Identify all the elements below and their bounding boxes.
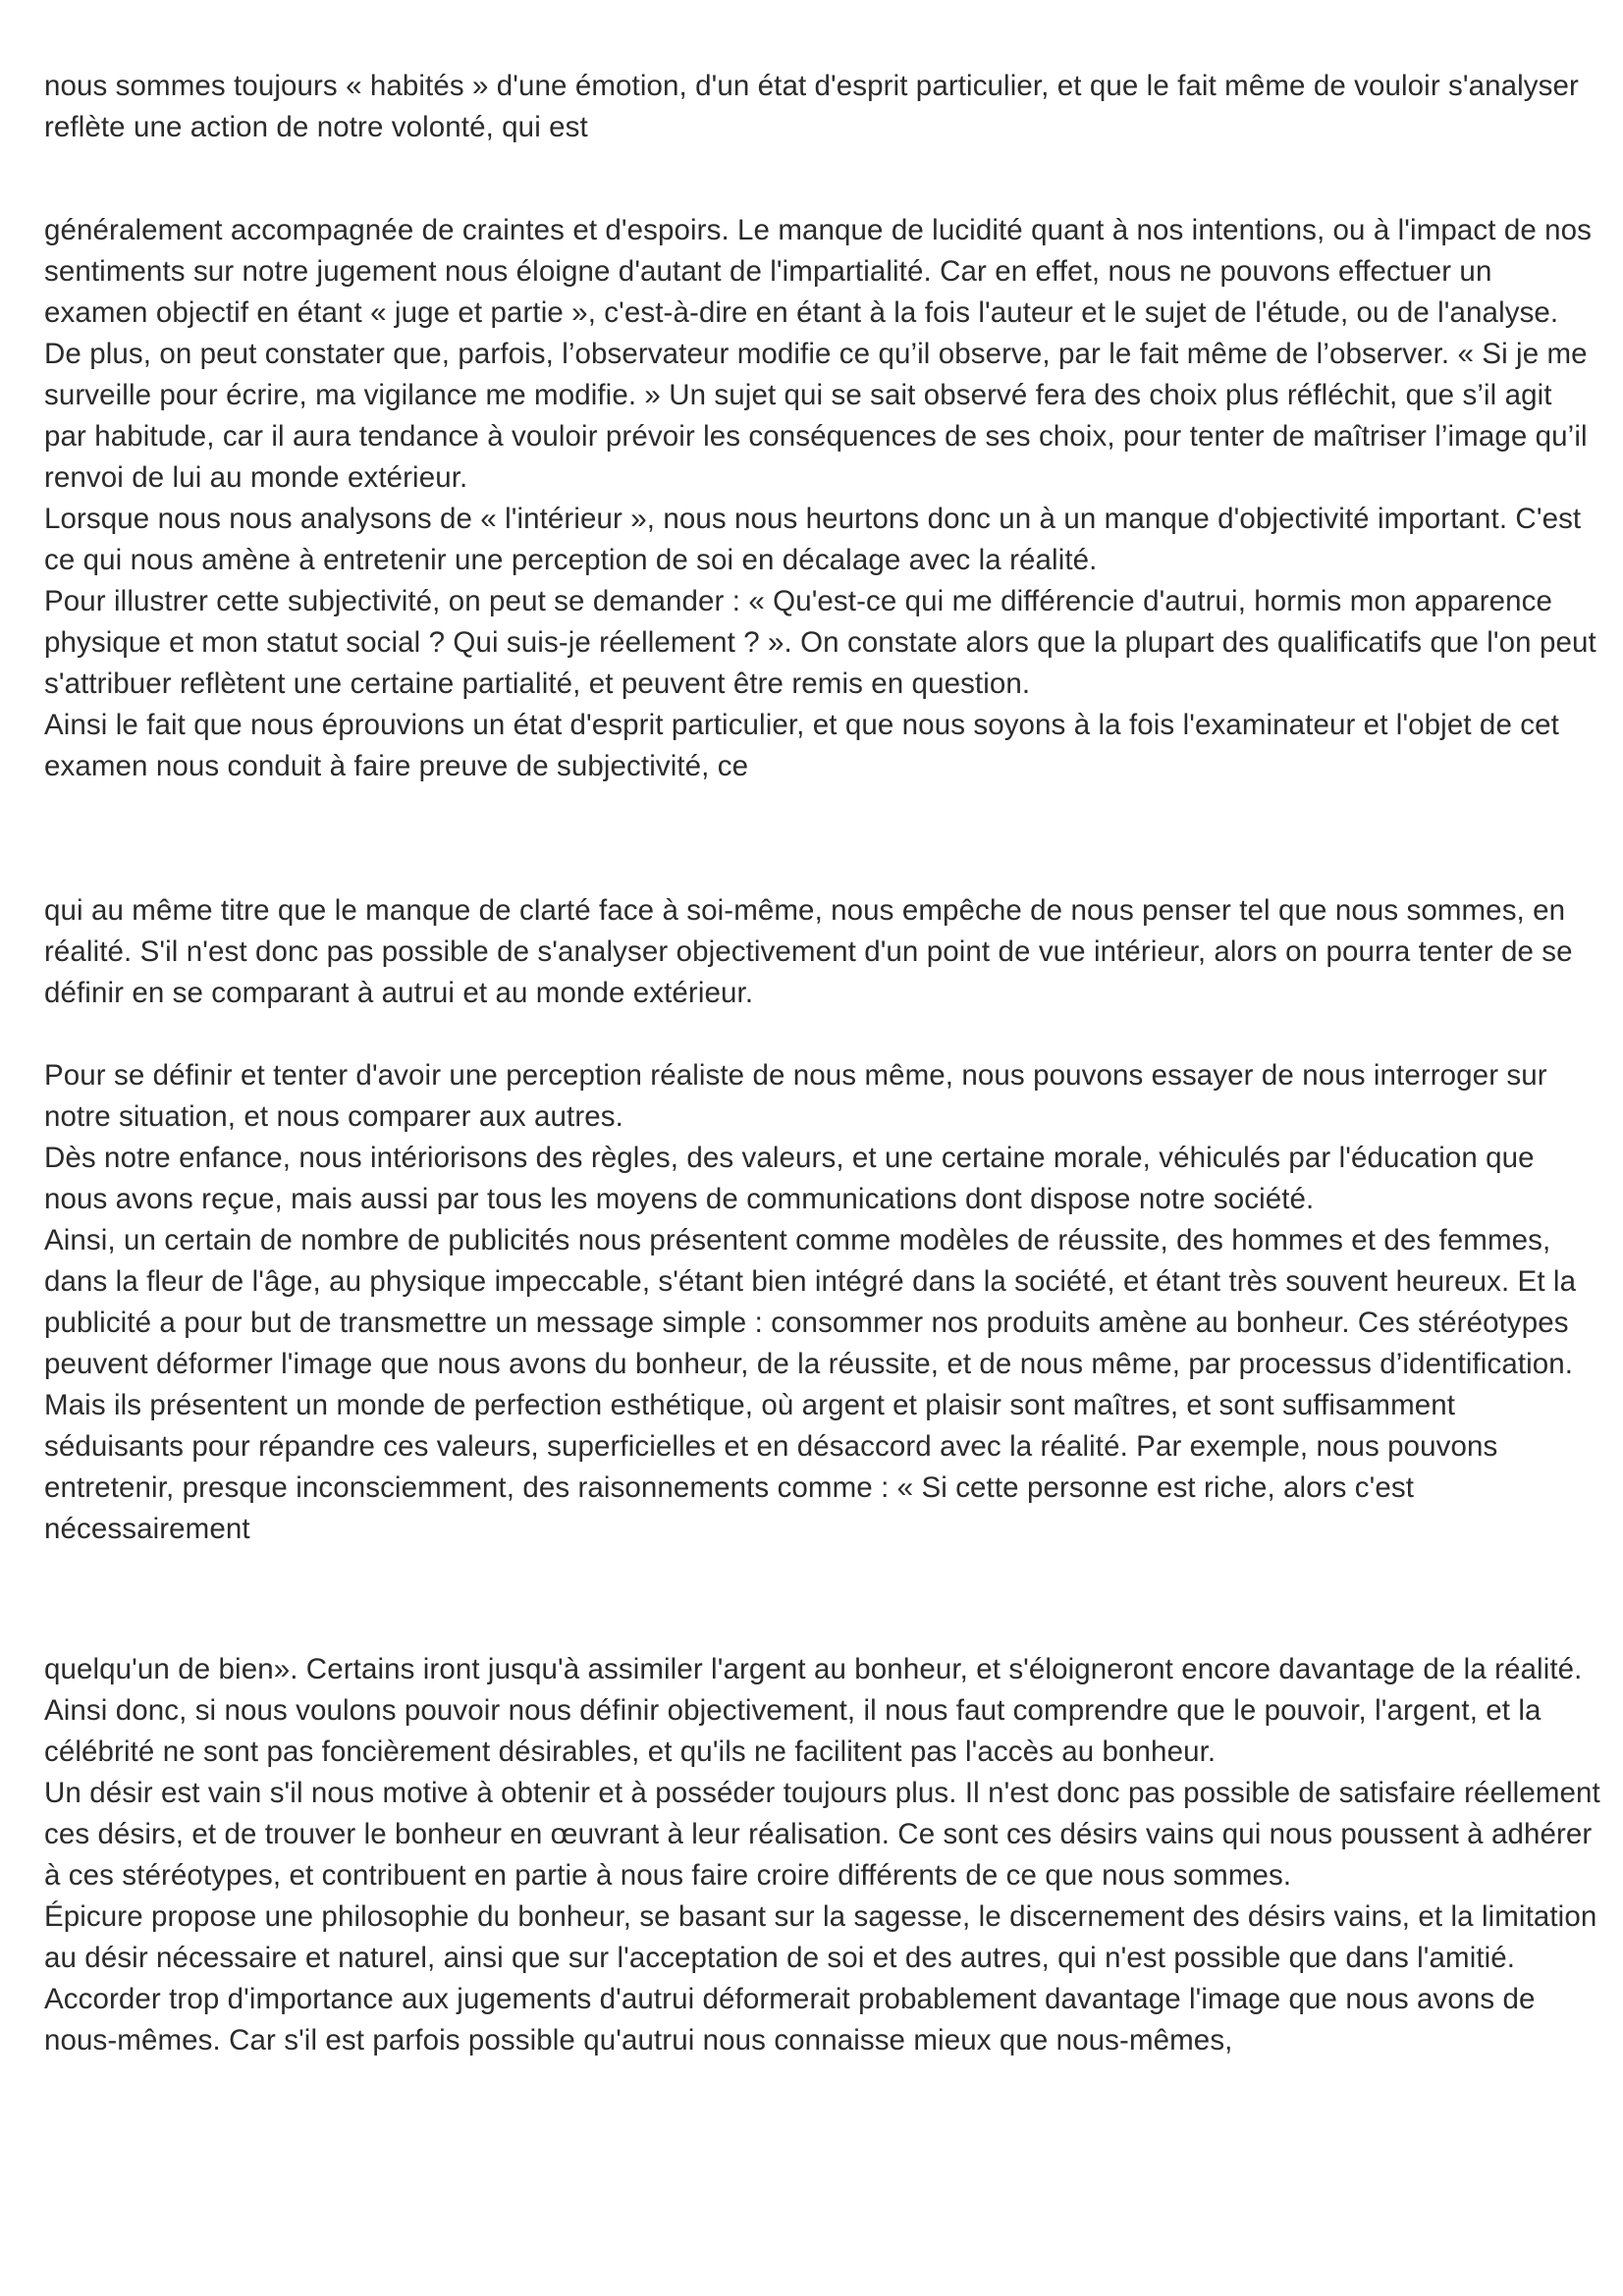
paragraph: Accorder trop d'importance aux jugements d'autrui déformerait probablement davantage l'image que nous avons de nous-mêmes. Car s'il est parfois possible qu'autrui nous connaisse mieux que nous-mêmes, <box>44 1983 1536 2056</box>
paragraph: nous sommes toujours « habités » d'une émotion, d'un état d'esprit particulier, et que le fait même de vouloir s'analyser reflète une action de notre volonté, qui est <box>44 70 1579 143</box>
text-block-4 <box>44 1055 1600 1550</box>
paragraph: Un désir est vain s'il nous motive à obtenir et à posséder toujours plus. Il n'est donc pas possible de satisfaire réellement ces désirs, et de trouver le bonheur en œuvrant à leur réalisation. Ce sont ces désirs vains qui nous poussent à adhérer à ces stéréotypes, et contribuent en partie à nous faire croire différents de ce que nous sommes. <box>44 1777 1600 1892</box>
paragraph: Lorsque nous nous analysons de « l'intérieur », nous nous heurtons donc un à un manque d'objectivité important. C'est ce qui nous amène à entretenir une perception de soi en décalage avec la réalité. <box>44 503 1582 576</box>
text-block-1 <box>44 66 1600 148</box>
paragraph: Épicure propose une philosophie du bonheur, se basant sur la sagesse, le discernement des désirs vains, et la limitation au désir nécessaire et naturel, ainsi que sur l'acceptation de soi et des autres, qui n'est possible que dans l'amitié. <box>44 1900 1597 1974</box>
text-block-5 <box>44 1649 1600 2061</box>
paragraph: Pour se définir et tenter d'avoir une perception réaliste de nous même, nous pouvons essayer de nous interroger sur notre situation, et nous comparer aux autres. <box>44 1059 1547 1133</box>
text-block-2 <box>44 210 1600 787</box>
paragraph: Pour illustrer cette subjectivité, on peut se demander : « Qu'est-ce qui me différencie d'autrui, hormis mon apparence physique et mon statut social ? Qui suis-je réellement ? ». On constate alors que la plupart des qualificatifs que l'on peut s'attribuer reflètent une certaine partialité, et peuvent être remis en question. <box>44 585 1596 700</box>
paragraph: généralement accompagnée de craintes et d'espoirs. Le manque de lucidité quant à nos intentions, ou à l'impact de nos sentiments sur notre jugement nous éloigne d'autant de l'impartialité. Car en effet, nous ne pouvons effectuer un examen objectif en étant « juge et partie », c'est-à-dire en étant à la fois l'auteur et le sujet de l'étude, ou de l'analyse. <box>44 214 1592 329</box>
text-block-3 <box>44 890 1600 1014</box>
paragraph: Ainsi, un certain de nombre de publicités nous présentent comme modèles de réussite, des hommes et des femmes, dans la fleur de l'âge, au physique impeccable, s'étant bien intégré dans la société, et étant très souvent heureux. Et la publicité a pour but de transmettre un message simple : consommer nos produits amène au bonheur. Ces stéréotypes peuvent déformer l'image que nous avons du bonheur, de la réussite, et de nous même, par processus d’identification. Mais ils présentent un monde de perfection esthétique, où argent et plaisir sont maîtres, et sont suffisamment séduisants pour répandre ces valeurs, superficielles et en désaccord avec la réalité. Par exemple, nous pouvons entretenir, presque inconsciemment, des raisonnements comme : « Si cette personne est riche, alors c'est nécessairement <box>44 1224 1577 1545</box>
paragraph: quelqu'un de bien». Certains iront jusqu'à assimiler l'argent au bonheur, et s'éloigneront encore davantage de la réalité. Ainsi donc, si nous voulons pouvoir nous définir objectivement, il nous faut comprendre que le pouvoir, l'argent, et la célébrité ne sont pas foncièrement désirables, et qu'ils ne facilitent pas l'accès au bonheur. <box>44 1653 1583 1768</box>
paragraph: Dès notre enfance, nous intériorisons des règles, des valeurs, et une certaine morale, véhiculés par l'éducation que nous avons reçue, mais aussi par tous les moyens de communications dont dispose notre société. <box>44 1142 1535 1215</box>
paragraph: Ainsi le fait que nous éprouvions un état d'esprit particulier, et que nous soyons à la fois l'examinateur et l'objet de cet examen nous conduit à faire preuve de subjectivité, ce <box>44 709 1559 782</box>
paragraph: qui au même titre que le manque de clarté face à soi-même, nous empêche de nous penser tel que nous sommes, en réalité. S'il n'est donc pas possible de s'analyser objectivement d'un point de vue intérieur, alors on pourra tenter de se définir en se comparant à autrui et au monde extérieur. <box>44 894 1573 1009</box>
paragraph: De plus, on peut constater que, parfois, l’observateur modifie ce qu’il observe, par le fait même de l’observer. « Si je me surveille pour écrire, ma vigilance me modifie. » Un sujet qui se sait observé fera des choix plus réfléchit, que s’il agit par habitude, car il aura tendance à vouloir prévoir les conséquences de ses choix, pour tenter de maîtriser l’image qu’il renvoi de lui au monde extérieur. <box>44 338 1588 494</box>
